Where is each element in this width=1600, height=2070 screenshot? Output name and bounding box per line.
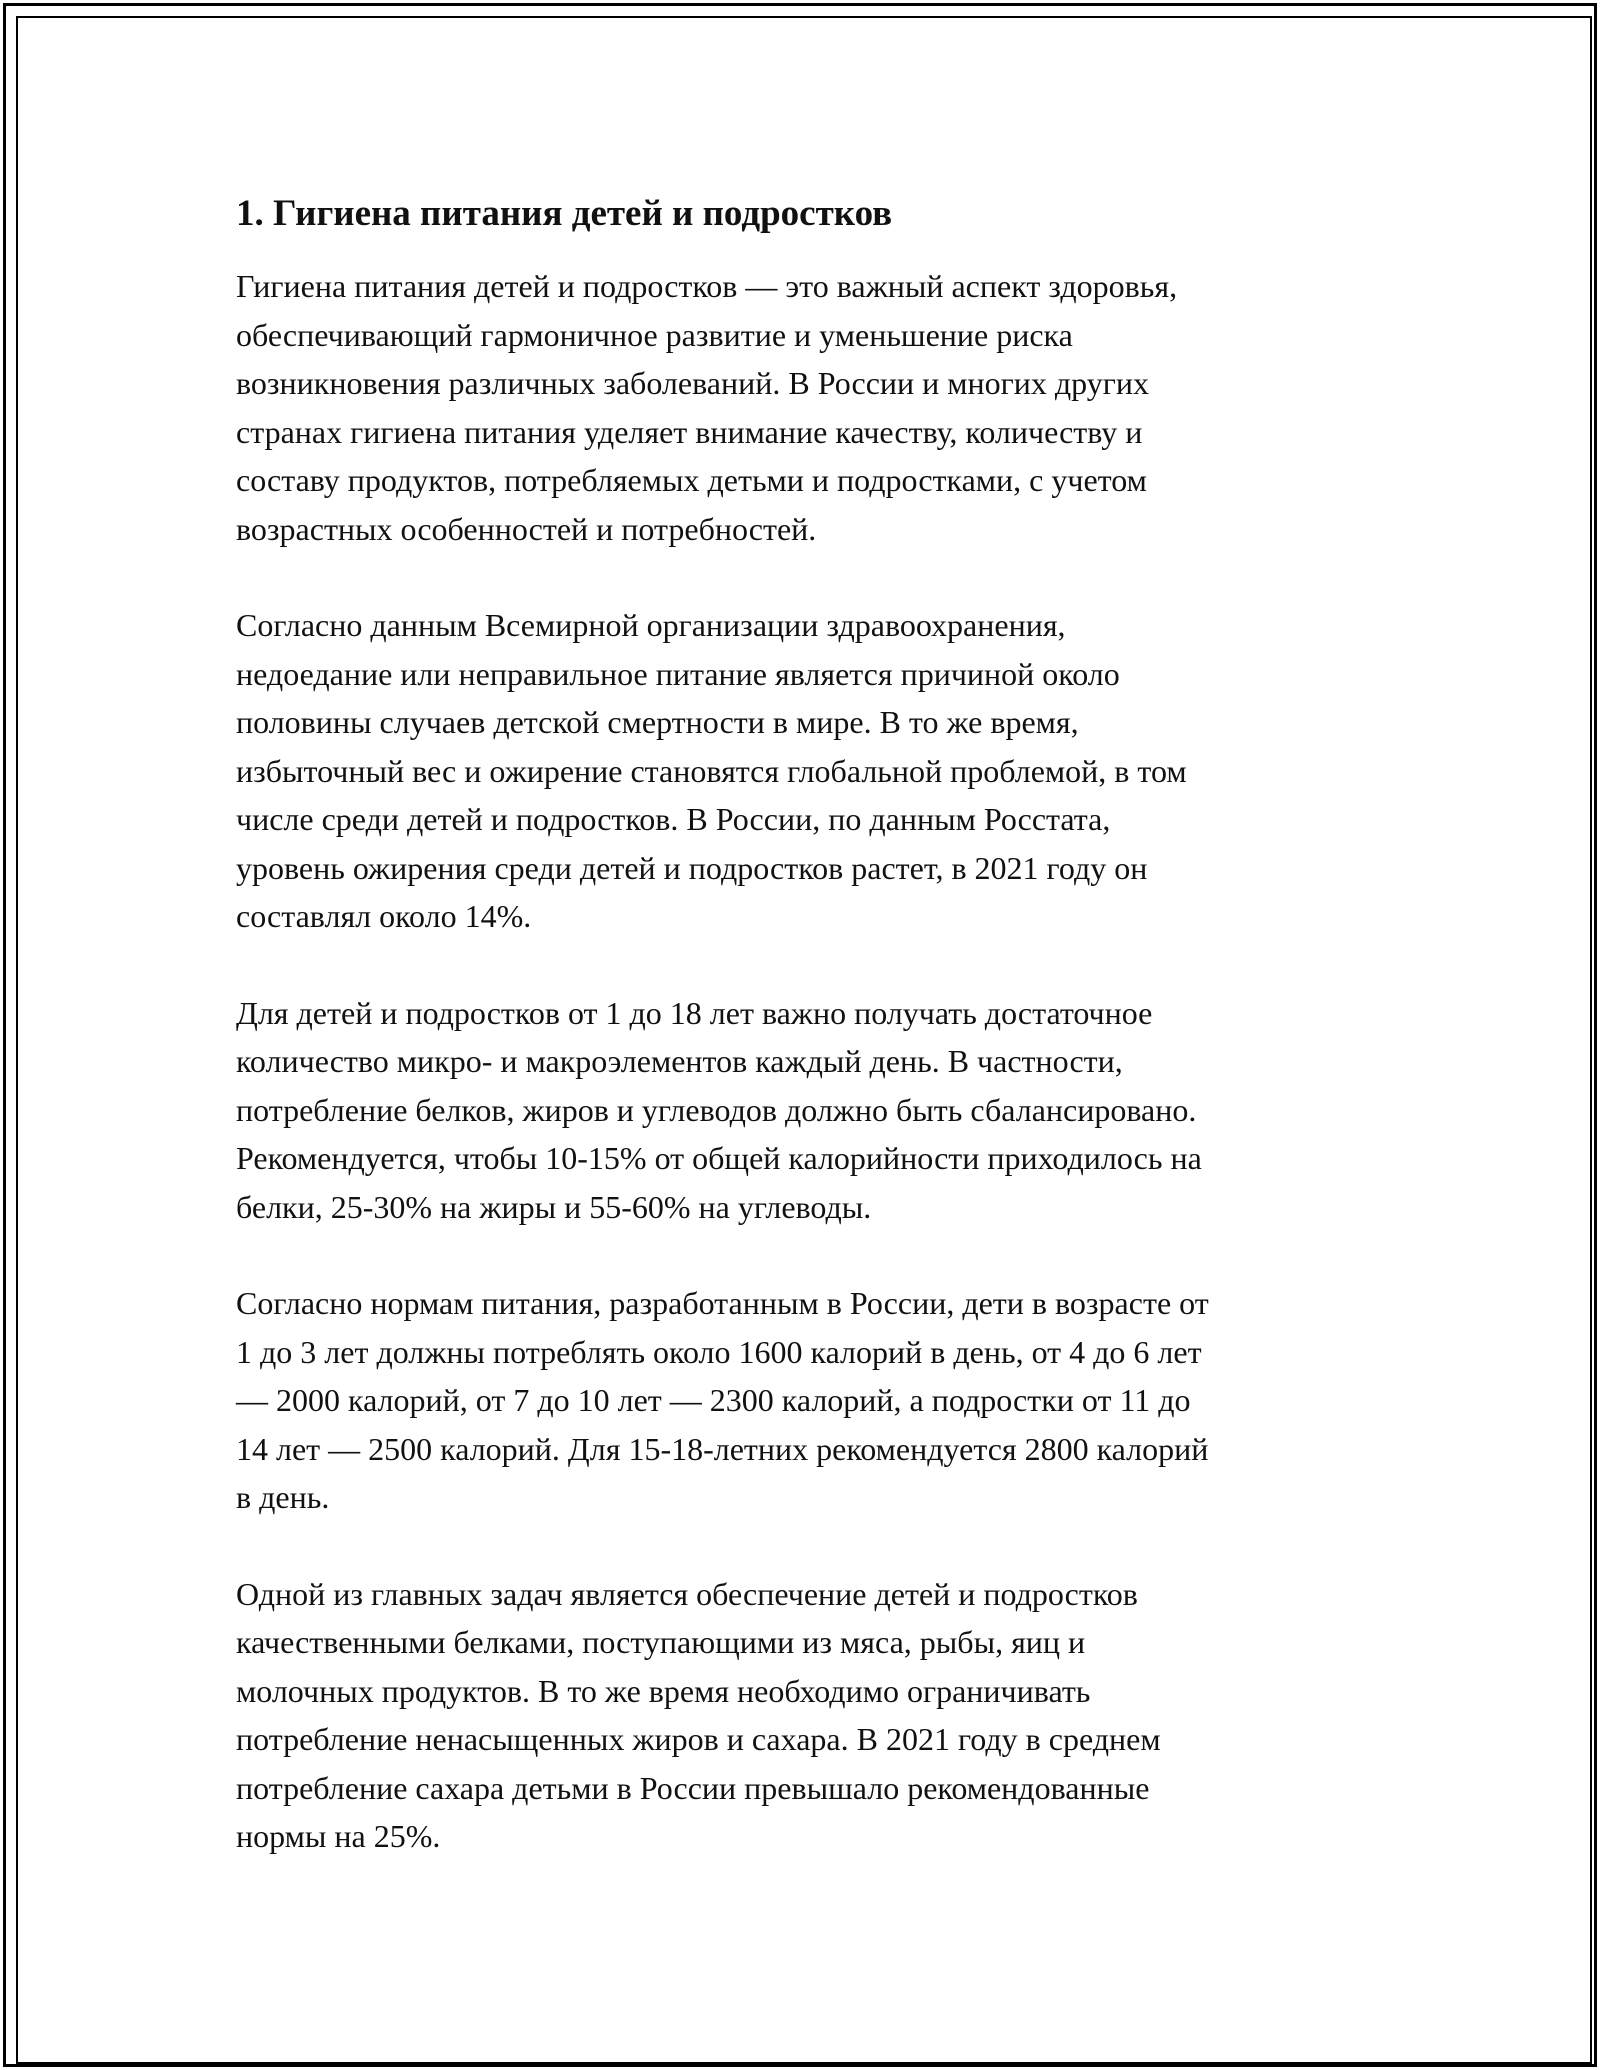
text-line: нормы на 25%. — [236, 1818, 441, 1854]
text-line: составу продуктов, потребляемых детьми и подростками, с учетом — [236, 462, 1147, 498]
text-line: составлял около 14%. — [236, 898, 532, 934]
text-line: Одной из главных задач является обеспечение детей и подростков — [236, 1575, 1138, 1612]
text-line: потребление белков, жиров и углеводов должно быть сбалансировано. — [236, 1091, 1197, 1128]
text-line: потребление сахара детьми в России превышало рекомендованные — [236, 1769, 1150, 1806]
text-line: качественными белками, поступающими из мяса, рыбы, яиц и — [236, 1624, 1086, 1660]
text-line: Рекомендуется, чтобы 10-15% от общей калорийности приходилось на — [236, 1140, 1202, 1176]
paragraph — [236, 989, 1366, 1232]
text-line: половины случаев детской смертности в мире. В то же время, — [236, 704, 1079, 740]
text-line: в день. — [236, 1479, 330, 1515]
text-line: недоедание или неправильное питание является причиной около — [236, 655, 1120, 692]
text-line: потребление ненасыщенных жиров и сахара. В 2021 году в среднем — [236, 1721, 1161, 1757]
text-line: избыточный вес и ожирение становятся глобальной проблемой, в том — [236, 752, 1187, 789]
paragraph — [236, 601, 1366, 941]
paragraph — [236, 262, 1366, 553]
text-line: количество микро- и макроэлементов каждый день. В частности, — [236, 1043, 1123, 1079]
text-line: числе среди детей и подростков. В России, по данным Росстата, — [236, 801, 1111, 837]
text-line: — 2000 калорий, от 7 до 10 лет — 2300 калорий, а подростки от 11 до — [236, 1382, 1191, 1418]
text-line: Гигиена питания детей и подростков — это важный аспект здоровья, — [236, 268, 1178, 304]
document-body — [236, 190, 1366, 1909]
text-line: возрастных особенностей и потребностей. — [236, 510, 817, 547]
page-title: 1. Гигиена питания детей и подростков — [236, 193, 893, 234]
text-line: Согласно нормам питания, разработанным в России, дети в возрасте от — [236, 1285, 1209, 1321]
text-line: возникновения различных заболеваний. В России и многих других — [236, 365, 1149, 401]
text-line: Согласно данным Всемирной организации здравоохранения, — [236, 607, 1066, 643]
text-line: уровень ожирения среди детей и подростков растет, в 2021 году он — [236, 849, 1148, 886]
paragraph-list — [236, 262, 1366, 1861]
text-line: 14 лет — 2500 калорий. Для 15-18-летних рекомендуется 2800 калорий — [236, 1430, 1209, 1467]
text-line: белки, 25-30% на жиры и 55-60% на углеводы. — [236, 1188, 872, 1225]
text-line: молочных продуктов. В то же время необходимо ограничивать — [236, 1672, 1091, 1709]
text-line: Для детей и подростков от 1 до 18 лет важно получать достаточное — [236, 994, 1153, 1031]
text-line: обеспечивающий гармоничное развитие и уменьшение риска — [236, 316, 1073, 353]
text-line: странах гигиена питания уделяет внимание качеству, количеству и — [236, 413, 1143, 450]
paragraph — [236, 1279, 1366, 1522]
paragraph — [236, 1570, 1366, 1861]
text-line: 1 до 3 лет должны потреблять около 1600 калорий в день, от 4 до 6 лет — [236, 1333, 1202, 1370]
